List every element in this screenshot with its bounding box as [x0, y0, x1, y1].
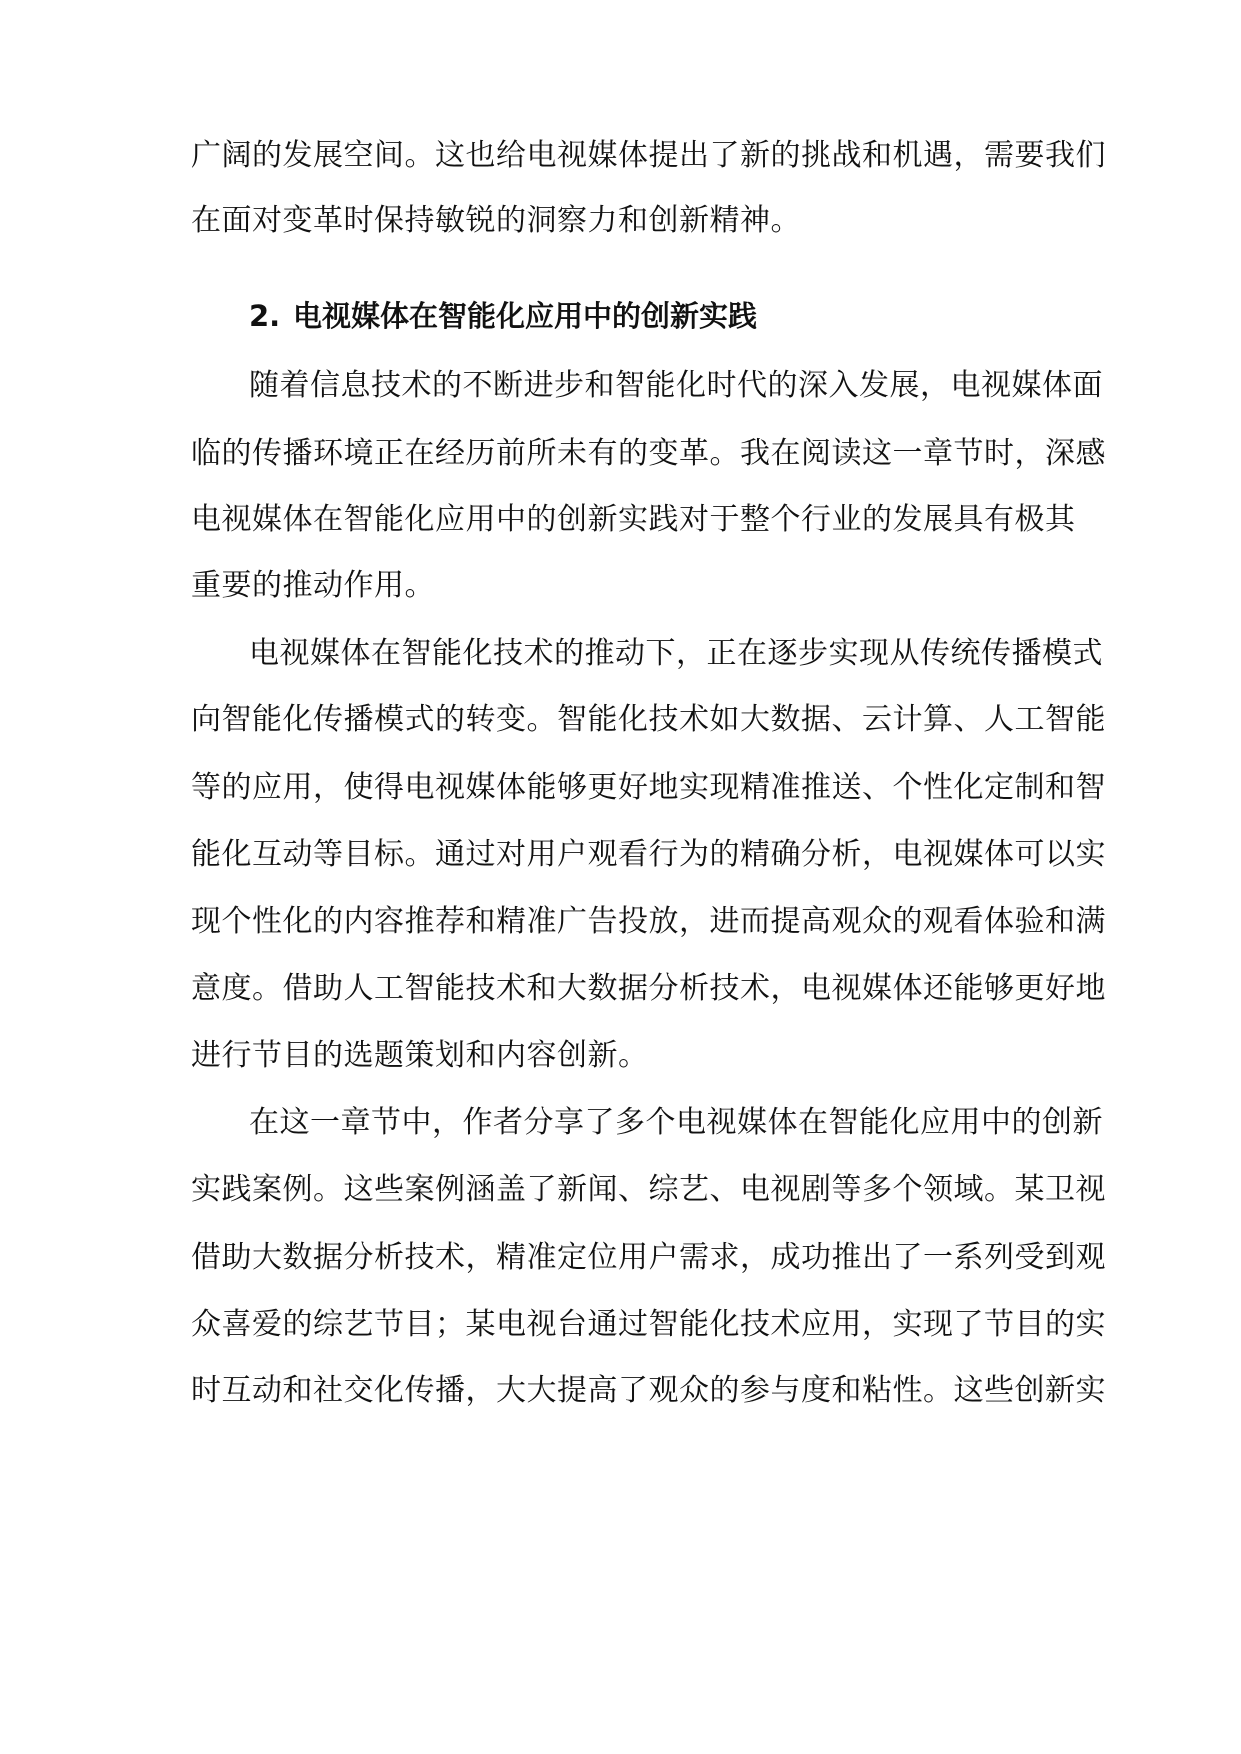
section-number: 2. [249, 299, 281, 333]
text-line: 临的传播环境正在经历前所未有的变革。我在阅读这一章节时，深感 [191, 436, 1106, 471]
text-line: 众喜爱的综艺节目；某电视台通过智能化技术应用，实现了节目的实 [191, 1307, 1106, 1342]
text-line: 时互动和社交化传播，大大提高了观众的参与度和粘性。这些创新实 [191, 1373, 1106, 1408]
section-heading [249, 296, 1051, 336]
text-line: 在面对变革时保持敏锐的洞察力和创新精神。 [191, 203, 801, 238]
section-title: 电视媒体在智能化应用中的创新实践 [293, 299, 758, 333]
text-line: 等的应用，使得电视媒体能够更好地实现精准推送、个性化定制和智 [191, 770, 1106, 805]
text-line: 随着信息技术的不断进步和智能化时代的深入发展，电视媒体面 [249, 368, 1103, 403]
text-line: 实践案例。这些案例涵盖了新闻、综艺、电视剧等多个领域。某卫视 [191, 1172, 1106, 1207]
text-line: 电视媒体在智能化技术的推动下，正在逐步实现从传统传播模式 [249, 636, 1103, 671]
text-line: 向智能化传播模式的转变。智能化技术如大数据、云计算、人工智能 [191, 702, 1106, 737]
text-line: 意度。借助人工智能技术和大数据分析技术，电视媒体还能够更好地 [191, 971, 1106, 1006]
text-line: 电视媒体在智能化应用中的创新实践对于整个行业的发展具有极其 [191, 502, 1076, 537]
text-line: 能化互动等目标。通过对用户观看行为的精确分析，电视媒体可以实 [191, 837, 1106, 872]
text-line: 现个性化的内容推荐和精准广告投放，进而提高观众的观看体验和满 [191, 904, 1106, 939]
text-line: 广阔的发展空间。这也给电视媒体提出了新的挑战和机遇，需要我们 [191, 138, 1106, 173]
text-line: 重要的推动作用。 [191, 568, 435, 603]
text-line: 进行节目的选题策划和内容创新。 [191, 1038, 649, 1073]
text-line: 借助大数据分析技术，精准定位用户需求，成功推出了一系列受到观 [191, 1240, 1106, 1275]
text-line: 在这一章节中，作者分享了多个电视媒体在智能化应用中的创新 [249, 1105, 1103, 1140]
